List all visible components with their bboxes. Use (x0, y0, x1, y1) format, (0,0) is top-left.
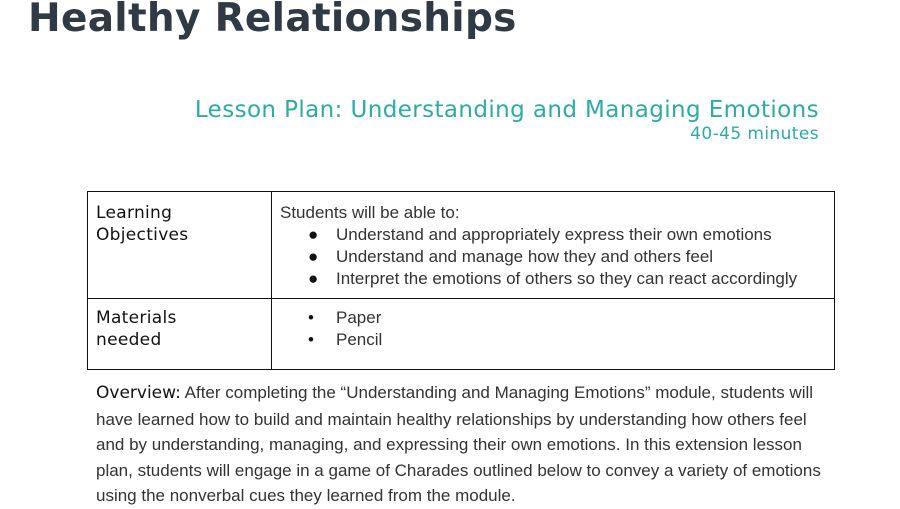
material-item (308, 329, 826, 351)
objective-text: Interpret the emotions of others so they can react accordingly (336, 269, 798, 288)
document-title: Healthy Relationships (28, 0, 517, 41)
bullet-icon: ● (308, 247, 319, 266)
overview-paragraph (96, 380, 836, 509)
objectives-row (88, 192, 835, 299)
objectives-list (280, 224, 826, 290)
materials-row (88, 299, 835, 370)
material-item (308, 307, 826, 329)
objectives-label-line-1: Learning (96, 203, 173, 223)
objective-item (308, 224, 826, 246)
objectives-content (272, 192, 835, 299)
objective-text: Understand and appropriately express their own emotions (336, 225, 772, 244)
objective-item (308, 268, 826, 290)
objectives-intro: Students will be able to: (280, 203, 460, 222)
lesson-info-table (87, 191, 835, 370)
materials-label-line-2: needed (96, 330, 162, 350)
objectives-label (88, 192, 272, 299)
bullet-icon: • (308, 308, 314, 327)
bullet-icon: • (308, 330, 314, 349)
lesson-title: Lesson Plan: Understanding and Managing Emotions (194, 97, 819, 123)
bullet-icon: ● (308, 225, 319, 244)
objective-item (308, 246, 826, 268)
material-text: Paper (336, 308, 382, 327)
materials-content (272, 299, 835, 370)
objectives-label-line-2: Objectives (96, 225, 189, 245)
material-text: Pencil (336, 330, 383, 349)
materials-label-line-1: Materials (96, 308, 177, 328)
overview-text: After completing the “Understanding and Managing Emotions” module, students will have learned how to build and maintain healthy relationships by understanding how others feel and by understanding, managing, and expressing their own emotions. In this extension lesson plan, students will engage in a game of Charades outlined below to convey a variety of emotions using the nonverbal cues they learned from the module. (96, 383, 821, 505)
overview-label: Overview: (96, 383, 181, 403)
materials-list (280, 307, 826, 351)
objective-text: Understand and manage how they and others feel (336, 247, 714, 266)
lesson-duration: 40-45 minutes (690, 124, 819, 144)
lesson-heading (195, 96, 819, 144)
materials-label (88, 299, 272, 370)
bullet-icon: ● (308, 269, 319, 288)
